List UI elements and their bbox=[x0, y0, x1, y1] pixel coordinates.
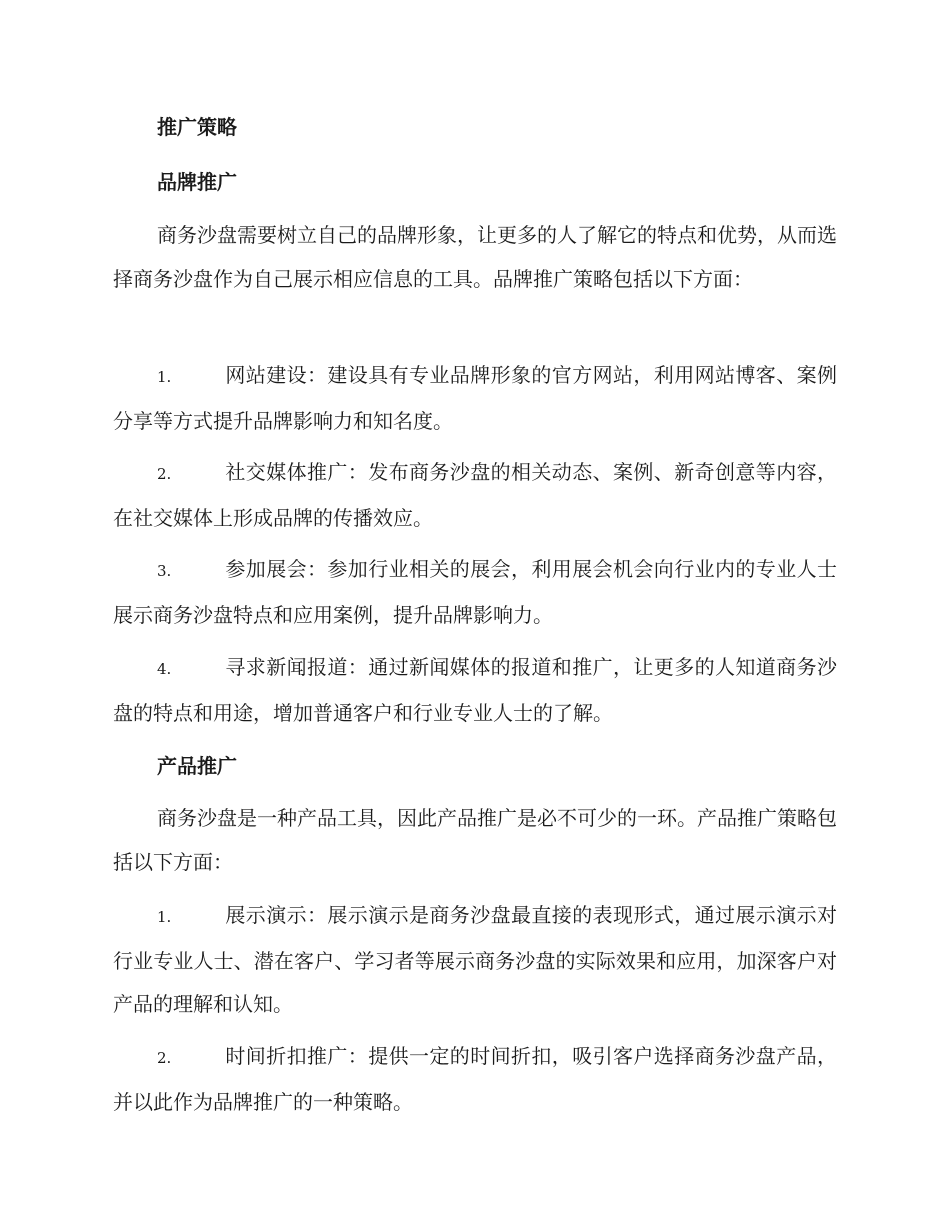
list-number: 1. bbox=[157, 908, 172, 926]
list-item-text: 寻求新闻报道：通过新闻媒体的报道和推广，让更多的人知道商务沙盘的特点和用途，增加普通客户和行业专业人士的了解。 bbox=[113, 655, 837, 725]
list-number: 3. bbox=[157, 562, 172, 580]
subsection-heading-brand: 品牌推广 bbox=[157, 170, 237, 194]
product-list-item-2 bbox=[113, 1035, 837, 1124]
product-intro-paragraph: 商务沙盘是一种产品工具，因此产品推广是必不可少的一环。产品推广策略包括以下方面： bbox=[113, 806, 837, 874]
list-item-text: 参加展会：参加行业相关的展会，利用展会机会向行业内的专业人士展示商务沙盘特点和应用案例，提升品牌影响力。 bbox=[113, 557, 837, 627]
list-number: 2. bbox=[157, 465, 172, 483]
list-number: 1. bbox=[157, 368, 172, 386]
list-item-text: 社交媒体推广：发布商务沙盘的相关动态、案例、新奇创意等内容，在社交媒体上形成品牌的传播效应。 bbox=[113, 460, 837, 530]
brand-intro-paragraph: 商务沙盘需要树立自己的品牌形象，让更多的人了解它的特点和优势，从而选择商务沙盘作为自己展示相应信息的工具。品牌推广策略包括以下方面： bbox=[113, 223, 837, 291]
brand-list-item-4 bbox=[113, 646, 837, 735]
subsection-heading-product: 产品推广 bbox=[157, 754, 237, 778]
list-item-text: 时间折扣推广：提供一定的时间折扣，吸引客户选择商务沙盘产品，并以此作为品牌推广的一种策略。 bbox=[113, 1044, 837, 1114]
list-item-text: 展示演示：展示演示是商务沙盘最直接的表现形式，通过展示演示对行业专业人士、潜在客户、学习者等展示商务沙盘的实际效果和应用，加深客户对产品的理解和认知。 bbox=[113, 903, 837, 1016]
section-heading-promotion-strategy: 推广策略 bbox=[157, 115, 237, 139]
brand-list-item-2 bbox=[113, 451, 837, 540]
list-item-text: 网站建设：建设具有专业品牌形象的官方网站，利用网站博客、案例分享等方式提升品牌影响力和知名度。 bbox=[113, 363, 837, 433]
product-list-item-1 bbox=[113, 894, 837, 1027]
list-number: 4. bbox=[157, 660, 172, 678]
list-number: 2. bbox=[157, 1049, 172, 1067]
brand-list-item-3 bbox=[113, 548, 837, 637]
brand-list-item-1 bbox=[113, 354, 837, 443]
